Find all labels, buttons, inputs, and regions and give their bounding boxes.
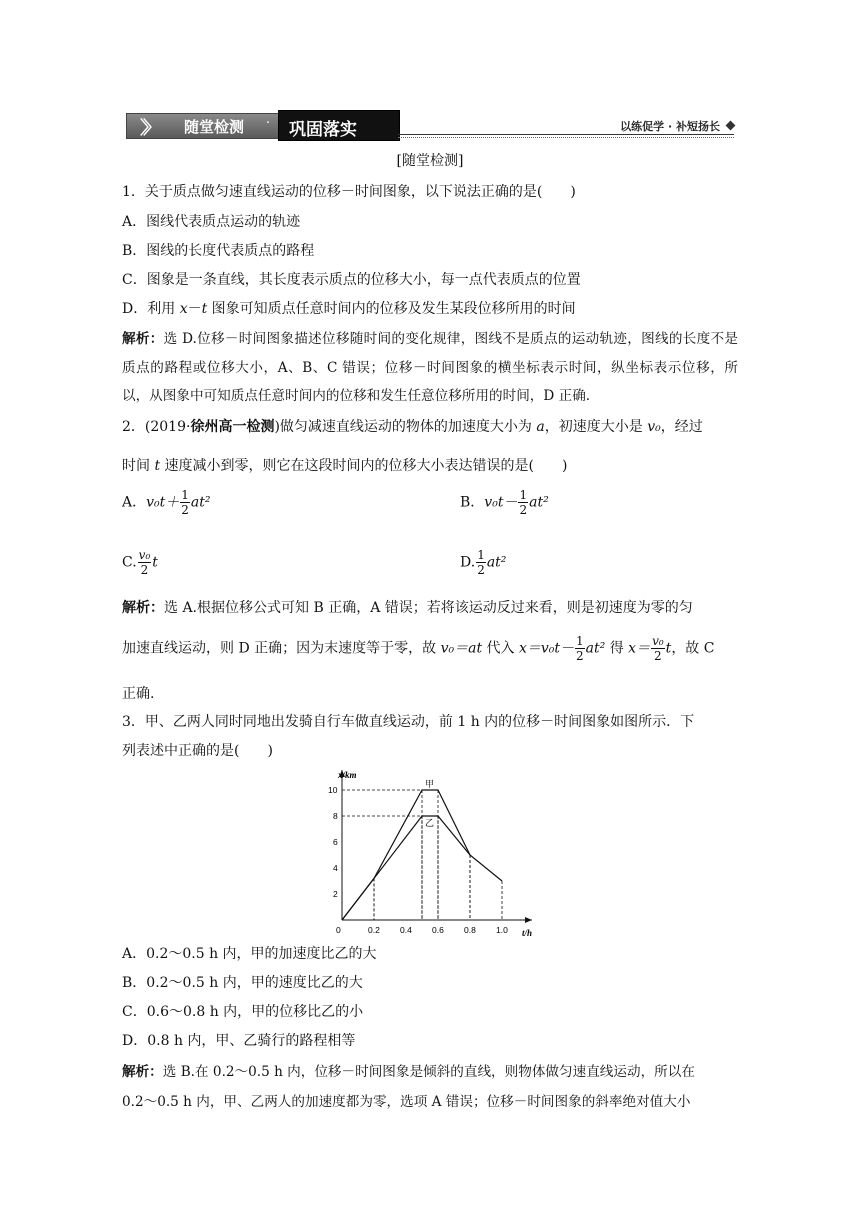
q2-option-b: B．v₀t－ $\frac{1}{2}$ at² [460,488,549,517]
y-tick-label: 8 [333,811,338,821]
banner-slogan: 以练促学 · 补短扬长 [620,120,720,133]
series-label: 乙 [425,819,435,829]
banner-rule-dotted [398,137,734,138]
position-time-graph [308,764,538,948]
q3-option-b: B．0.2～0.5 h 内，甲的速度比乙的大 [122,975,363,991]
q1-option-d: D．利用 x－t 图象可知质点任意时间内的位移及发生某段位移所用的时间 [122,301,576,317]
x-tick-label: 0 [336,925,341,935]
double-chevron-icon: 〉〉 [140,118,155,139]
banner-dot: · [266,116,271,131]
x-axis-label: t/h [522,928,533,938]
x-tick-label: 1.0 [496,925,508,935]
x-tick-label: 0.2 [368,925,380,935]
banner-title-box [278,110,400,141]
q1-option-b: B．图线的长度代表质点的路程 [122,243,315,259]
q3-stem-line2: 列表述中正确的是( ) [122,743,273,759]
q3-option-d: D．0.8 h 内，甲、乙骑行的路程相等 [122,1033,356,1049]
q2-option-c: C. $\frac{\text{v₀}}{2}$ t [122,548,158,577]
q1-analysis: 解析：选 D.位移－时间图象描述位移随时间的变化规律，图线不是质点的运动轨迹，图线的长度不是质点的路程或位移大小，A、B、C 错误；位移－时间图象的横坐标表示时间，纵坐标表示位移，所以，从图象中可知质点任意时间内的位移和发生任意位移所用的时间，D 正确. [122,331,739,404]
y-tick-label: 10 [328,785,338,795]
q3-analysis-line1: 解析：选 B.在 0.2～0.5 h 内，位移－时间图象是倾斜的直线，则物体做匀速直线运动，所以在 [122,1064,695,1080]
section-banner [126,110,734,138]
q3-analysis-line2: 0.2～0.5 h 内，甲、乙两人的加速度都为零，选项 A 错误；位移－时间图象的斜率绝对值大小 [122,1094,691,1110]
q2-option-d: D. $\frac{1}{2}$ at² [460,548,507,577]
x-axis-arrow-icon [525,917,532,923]
q2-stem-line1: 2．(2019·徐州高一检测)做匀减速直线运动的物体的加速度大小为 a，初速度大小是 v₀，经过 [122,419,703,435]
y-axis-label: x/km [338,770,357,780]
q3-option-c: C．0.6～0.8 h 内，甲的位移比乙的小 [122,1004,364,1020]
series-label: 甲 [425,780,435,790]
banner-title-left: 随堂检测 [184,118,245,136]
q2-stem-line2: 时间 t 速度减小到零，则它在这段时间内的位移大小表达错误的是( ) [122,458,568,474]
x-tick-label: 0.8 [464,925,476,935]
banner-rule [398,134,734,135]
q2-analysis-line1: 解析：选 A.根据位移公式可知 B 正确，A 错误；若将该运动反过来看，则是初速度为零的匀 [122,600,693,616]
section-title: [随堂检测] [396,153,464,169]
q1-option-c: C．图象是一条直线，其长度表示质点的位移大小，每一点代表质点的位置 [122,272,581,288]
x-tick-label: 0.4 [400,925,412,935]
q2-analysis-line3: 正确. [122,686,155,702]
y-tick-label: 2 [333,889,338,899]
q2-analysis-line2: 加速直线运动，则 D 正确；因为末速度等于零，故 v₀＝at 代入 x＝v₀t－ $\frac{1}{2}$ at² 得 x＝ $\frac{\text{v₀}}{2}$ t，故 C [122,634,715,663]
banner-title-right: 巩固落实 [289,120,357,140]
y-tick-label: 6 [333,837,338,847]
q1-stem: 1．关于质点做匀速直线运动的位移－时间图象，以下说法正确的是( ) [122,184,576,200]
q1-option-a: A．图线代表质点运动的轨迹 [122,214,301,230]
x-tick-label: 0.6 [432,925,444,935]
q3-option-a: A．0.2～0.5 h 内，甲的加速度比乙的大 [122,946,377,962]
q2-option-a: A．v₀t＋ $\frac{1}{2}$ at² [122,488,211,517]
series-line-yi [342,816,470,920]
diamond-icon [726,121,736,131]
y-tick-label: 4 [333,863,338,873]
q3-stem-line1: 3．甲、乙两人同时同地出发骑自行车做直线运动，前 1 h 内的位移－时间图象如图所示．下 [122,714,695,730]
